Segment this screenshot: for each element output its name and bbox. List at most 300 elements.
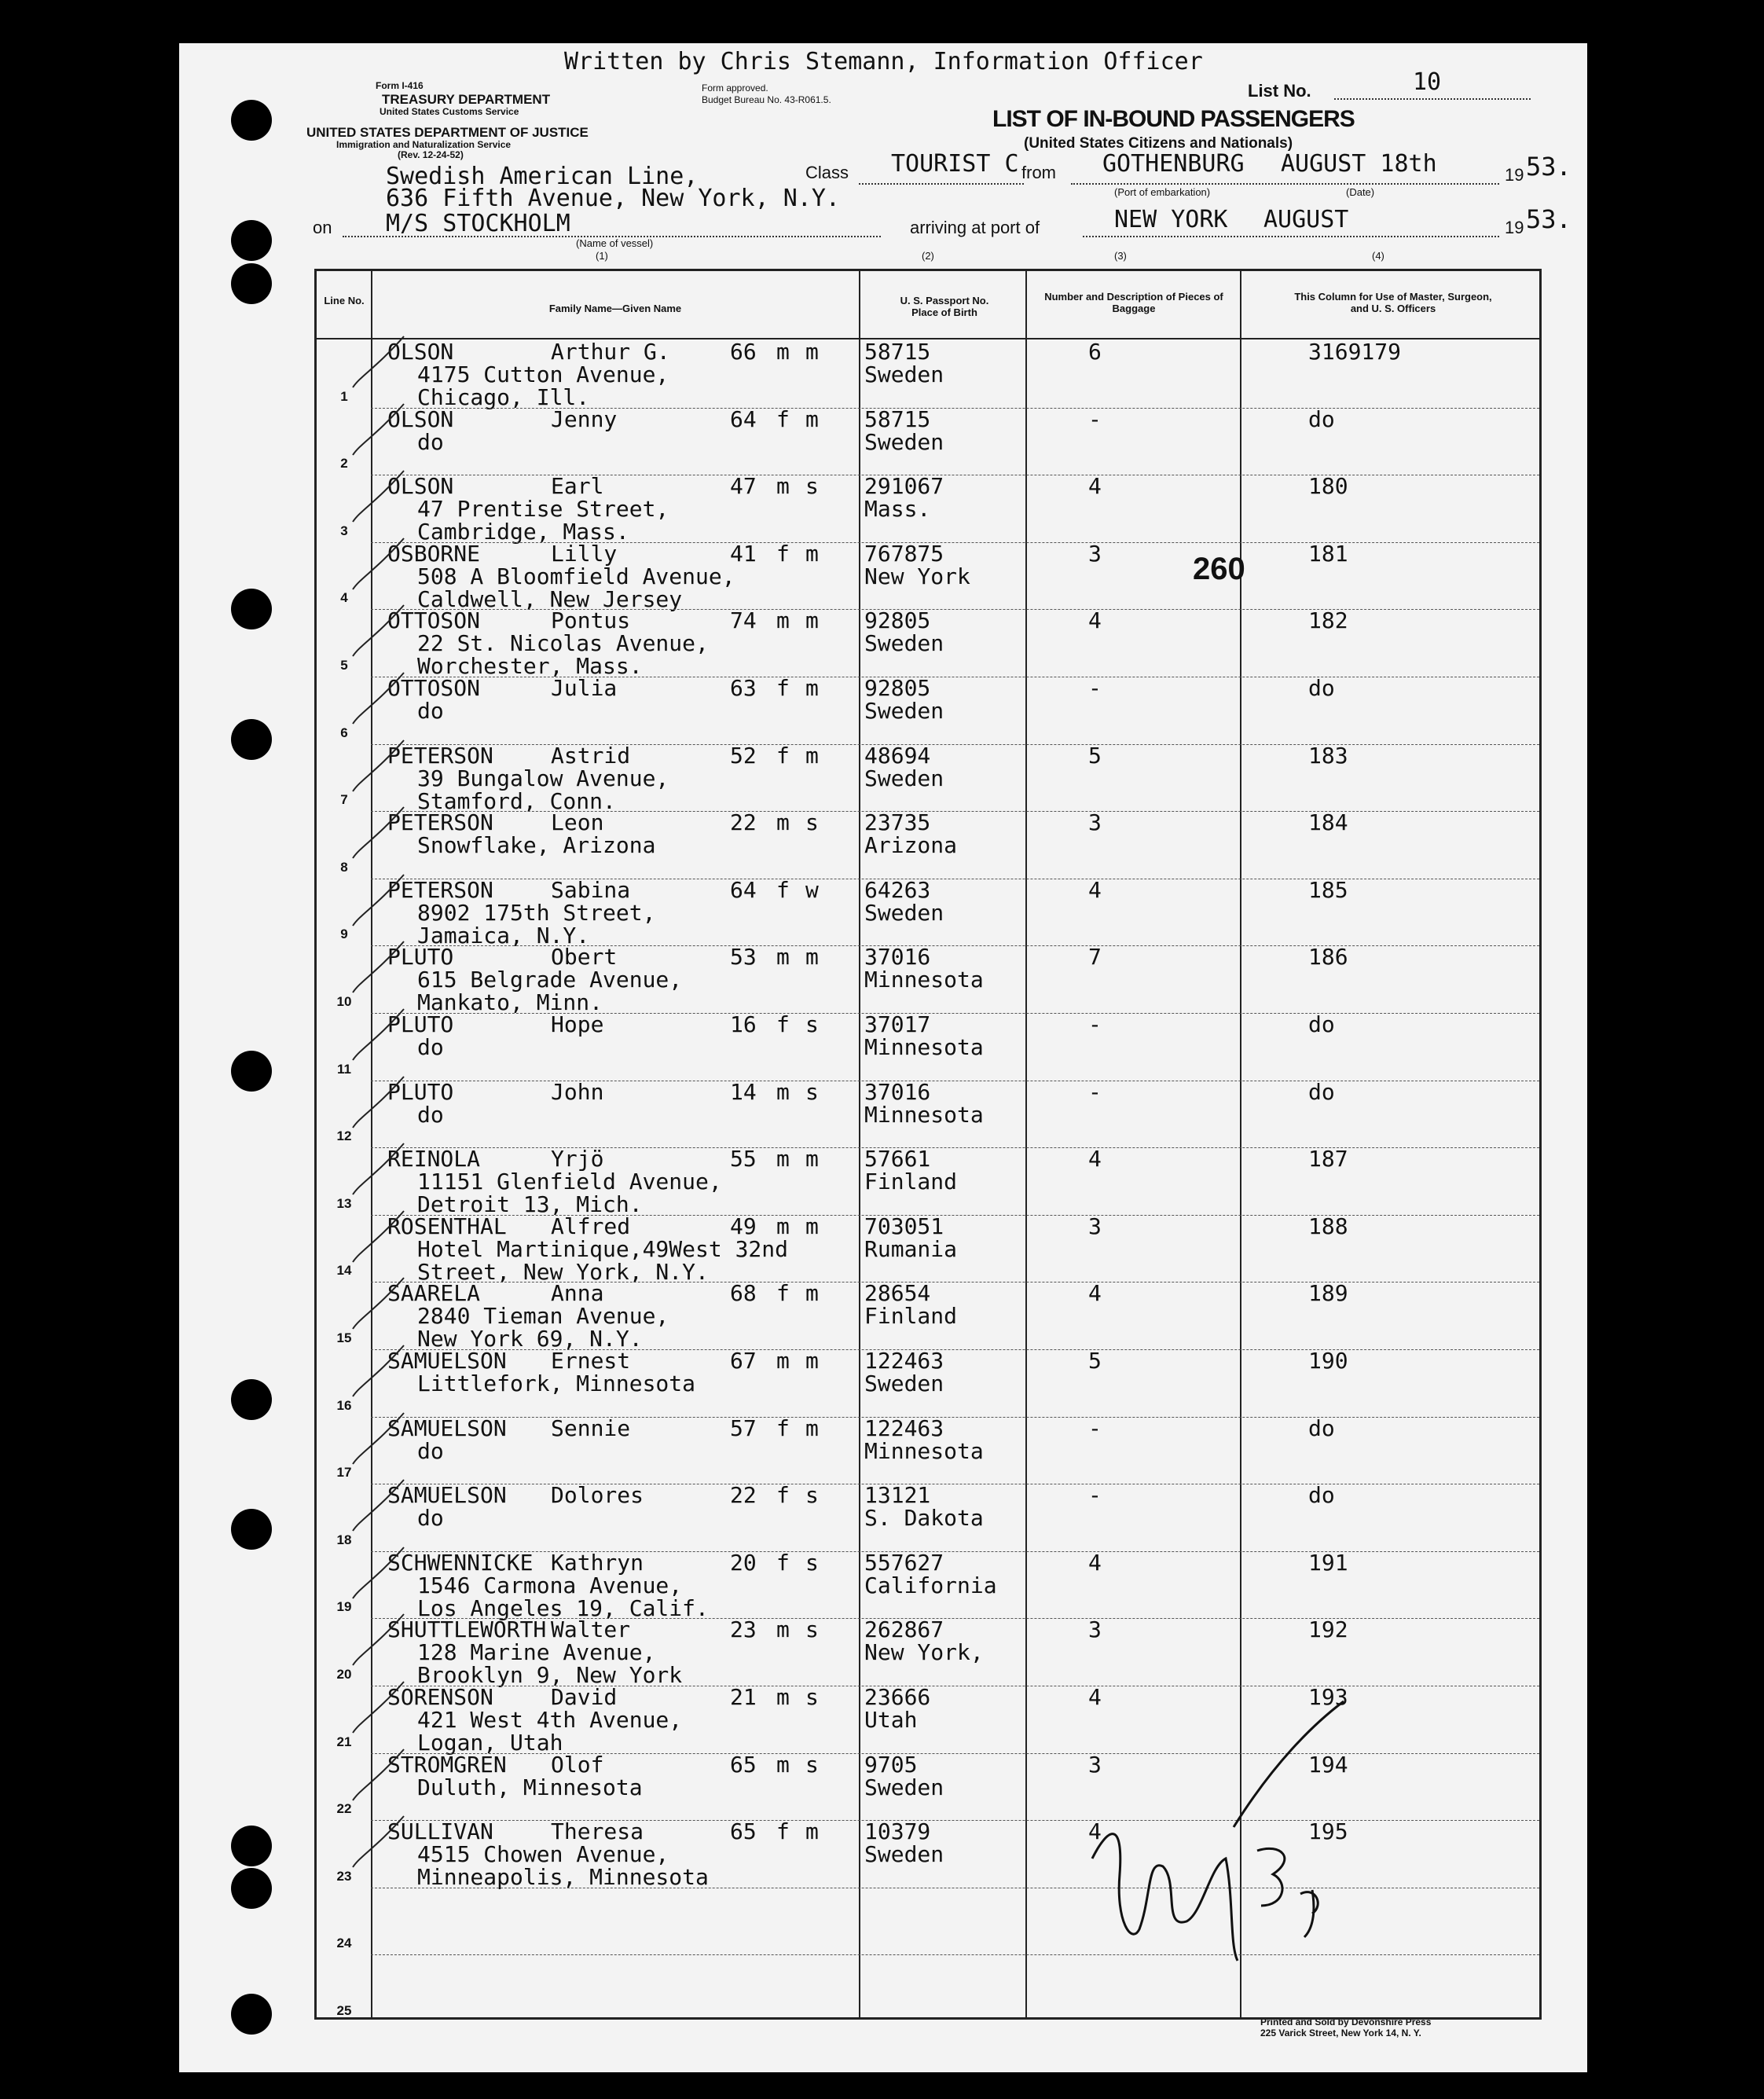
cell-sex: m bbox=[776, 1146, 790, 1172]
cell-family: SAARELA bbox=[387, 1280, 481, 1307]
cell-birth: Arizona bbox=[864, 832, 958, 859]
cell-family: PLUTO bbox=[387, 1011, 454, 1037]
cell-officer: 193 bbox=[1308, 1684, 1348, 1710]
cell-bags: 3 bbox=[1088, 1751, 1102, 1778]
check-mark bbox=[345, 332, 416, 403]
cell-ms: m bbox=[805, 540, 819, 567]
check-mark bbox=[345, 736, 416, 807]
cell-age: 14 bbox=[730, 1078, 757, 1105]
cell-sex: f bbox=[776, 540, 790, 567]
port-embarkation-label: (Port of embarkation) bbox=[1114, 186, 1211, 198]
cell-addr1: do bbox=[417, 1034, 444, 1060]
cell-family: SCHWENNICKE bbox=[387, 1549, 534, 1576]
cell-sex: f bbox=[776, 1011, 790, 1037]
cell-age: 65 bbox=[730, 1818, 757, 1845]
cell-age: 74 bbox=[730, 607, 757, 634]
embarkation-date: AUGUST 18th bbox=[1281, 150, 1437, 178]
binder-hole bbox=[231, 263, 272, 304]
cell-family: PETERSON bbox=[387, 876, 493, 903]
binder-hole bbox=[231, 100, 272, 141]
column-number-2: (2) bbox=[922, 250, 934, 262]
row-number: 22 bbox=[336, 1801, 352, 1817]
check-mark bbox=[345, 871, 416, 941]
cell-bags: 4 bbox=[1088, 1549, 1102, 1576]
row-number: 23 bbox=[336, 1868, 352, 1884]
cell-ms: m bbox=[805, 1348, 819, 1374]
cell-passport: 92805 bbox=[864, 675, 931, 701]
table-row bbox=[317, 1078, 1539, 1148]
cell-given: Kathryn bbox=[551, 1549, 644, 1576]
cell-given: Anna bbox=[551, 1280, 604, 1307]
binder-hole bbox=[231, 220, 272, 261]
arriving-label: arriving at port of bbox=[910, 218, 1040, 237]
cell-age: 57 bbox=[730, 1415, 757, 1441]
cell-addr1: 8902 175th Street, bbox=[417, 899, 656, 926]
cell-officer: 194 bbox=[1308, 1751, 1348, 1778]
table-row bbox=[317, 607, 1539, 680]
table-row bbox=[317, 1417, 1539, 1484]
row-number: 5 bbox=[340, 657, 348, 673]
cell-age: 67 bbox=[730, 1348, 757, 1374]
check-mark bbox=[345, 601, 416, 672]
cell-given: Alfred bbox=[551, 1213, 631, 1239]
cell-bags: 4 bbox=[1088, 1818, 1102, 1845]
check-mark bbox=[345, 938, 416, 1008]
row-number: 10 bbox=[336, 993, 352, 1009]
cell-addr1: 39 Bungalow Avenue, bbox=[417, 765, 669, 791]
table-row bbox=[317, 1280, 1539, 1352]
row-number: 19 bbox=[336, 1599, 352, 1615]
check-mark bbox=[345, 1341, 416, 1412]
cell-birth: Sweden bbox=[864, 1774, 944, 1800]
cell-family: PLUTO bbox=[387, 1078, 454, 1105]
cell-sex: m bbox=[776, 809, 790, 836]
table-row bbox=[317, 1484, 1539, 1551]
cell-bags: - bbox=[1088, 675, 1102, 701]
cell-passport: 23735 bbox=[864, 809, 931, 836]
shipping-line-name: Swedish American Line, bbox=[386, 163, 699, 190]
cell-passport: 28654 bbox=[864, 1280, 931, 1307]
binder-hole bbox=[231, 1051, 272, 1092]
cell-age: 64 bbox=[730, 405, 757, 432]
check-mark bbox=[345, 669, 416, 739]
cell-family: ROSENTHAL bbox=[387, 1213, 507, 1239]
cell-sex: m bbox=[776, 944, 790, 971]
cell-officer: 185 bbox=[1308, 876, 1348, 903]
date-label: (Date) bbox=[1346, 186, 1375, 198]
cell-addr1: do bbox=[417, 1437, 444, 1464]
cell-family: PETERSON bbox=[387, 742, 493, 769]
cell-birth: New York bbox=[864, 563, 970, 589]
cell-family: SHUTTLEWORTH bbox=[387, 1616, 547, 1643]
cell-addr2: Chicago, Ill. bbox=[417, 384, 590, 410]
row-number: 17 bbox=[336, 1465, 352, 1481]
cell-age: 21 bbox=[730, 1684, 757, 1710]
cell-addr1: 128 Marine Avenue, bbox=[417, 1639, 656, 1666]
cell-birth: Finland bbox=[864, 1169, 958, 1195]
cell-age: 55 bbox=[730, 1146, 757, 1172]
check-mark bbox=[345, 1409, 416, 1480]
cell-officer: do bbox=[1308, 1415, 1335, 1441]
handwritten-signature bbox=[1076, 1694, 1367, 1969]
table-row bbox=[317, 876, 1539, 949]
row-number: 14 bbox=[336, 1263, 352, 1279]
cell-family: REINOLA bbox=[387, 1146, 481, 1172]
form-title: LIST OF IN-BOUND PASSENGERS bbox=[992, 106, 1355, 132]
cell-ms: s bbox=[805, 1011, 819, 1037]
cell-bags: - bbox=[1088, 405, 1102, 432]
cell-given: Lilly bbox=[551, 540, 618, 567]
row-number: 25 bbox=[336, 2002, 352, 2018]
customs-label: United States Customs Service bbox=[380, 106, 519, 117]
cell-passport: 37016 bbox=[864, 944, 931, 971]
cell-sex: m bbox=[776, 1684, 790, 1710]
cell-officer: 3169179 bbox=[1308, 339, 1402, 365]
row-number: 7 bbox=[340, 792, 348, 808]
cell-passport: 291067 bbox=[864, 473, 944, 500]
cell-officer: do bbox=[1308, 1011, 1335, 1037]
cell-birth: Minnesota bbox=[864, 967, 984, 993]
cell-passport: 122463 bbox=[864, 1415, 944, 1441]
check-mark bbox=[345, 1610, 416, 1681]
form-subtitle: (United States Citizens and Nationals) bbox=[1024, 135, 1293, 152]
cell-sex: f bbox=[776, 1482, 790, 1509]
table-row bbox=[317, 944, 1539, 1016]
cell-family: OTTOSON bbox=[387, 675, 481, 701]
cell-age: 52 bbox=[730, 742, 757, 769]
cell-bags: 3 bbox=[1088, 540, 1102, 567]
cell-ms: m bbox=[805, 339, 819, 365]
table-row bbox=[317, 744, 1539, 812]
cell-age: 41 bbox=[730, 540, 757, 567]
cell-given: Earl bbox=[551, 473, 604, 500]
embarkation-year: 53. bbox=[1526, 152, 1571, 182]
cell-sex: m bbox=[776, 1751, 790, 1778]
cell-sex: f bbox=[776, 1415, 790, 1441]
written-by-line: Written by Chris Stemann, Information Officer bbox=[564, 48, 1203, 75]
cell-birth: Minnesota bbox=[864, 1101, 984, 1128]
check-mark bbox=[345, 1207, 416, 1278]
table-row bbox=[317, 1146, 1539, 1218]
cell-ms: s bbox=[805, 1482, 819, 1509]
cell-given: Ernest bbox=[551, 1348, 631, 1374]
header-passport: U. S. Passport No. Place of Birth bbox=[900, 295, 989, 318]
cell-addr1: 1546 Carmona Avenue, bbox=[417, 1572, 683, 1598]
cell-addr1: Duluth, Minnesota bbox=[417, 1774, 643, 1800]
cell-birth: Minnesota bbox=[864, 1437, 984, 1464]
cell-birth: Utah bbox=[864, 1707, 918, 1733]
check-mark bbox=[345, 1274, 416, 1345]
cell-family: SAMUELSON bbox=[387, 1348, 507, 1374]
cell-sex: m bbox=[776, 1078, 790, 1105]
cell-addr1: 22 St. Nicolas Avenue, bbox=[417, 630, 709, 657]
cell-passport: 58715 bbox=[864, 405, 931, 432]
cell-addr1: 11151 Glenfield Avenue, bbox=[417, 1169, 722, 1195]
cell-given: Obert bbox=[551, 944, 618, 971]
cell-officer: 186 bbox=[1308, 944, 1348, 971]
cell-bags: 5 bbox=[1088, 1348, 1102, 1374]
cell-bags: 4 bbox=[1088, 1684, 1102, 1710]
cell-bags: 4 bbox=[1088, 473, 1102, 500]
row-number: 6 bbox=[340, 725, 348, 740]
cell-bags: 7 bbox=[1088, 944, 1102, 971]
cell-addr2: Detroit 13, Mich. bbox=[417, 1191, 643, 1218]
cell-bags: - bbox=[1088, 1078, 1102, 1105]
cell-officer: 180 bbox=[1308, 473, 1348, 500]
cell-ms: m bbox=[805, 1415, 819, 1441]
cell-birth: S. Dakota bbox=[864, 1505, 984, 1532]
cell-addr2: Minneapolis, Minnesota bbox=[417, 1864, 709, 1891]
printer-name: Printed and Sold by Devonshire Press bbox=[1260, 2016, 1432, 2027]
cell-ms: m bbox=[805, 1213, 819, 1239]
cell-addr2: Caldwell, New Jersey bbox=[417, 585, 683, 612]
cell-addr2: Brooklyn 9, New York bbox=[417, 1662, 683, 1689]
cell-ms: m bbox=[805, 405, 819, 432]
cell-addr1: Hotel Martinique,49West 32nd bbox=[417, 1235, 789, 1262]
cell-age: 65 bbox=[730, 1751, 757, 1778]
on-label: on bbox=[313, 218, 332, 237]
row-number: 2 bbox=[340, 456, 348, 472]
cell-officer: 181 bbox=[1308, 540, 1348, 567]
cell-given: John bbox=[551, 1078, 604, 1105]
binder-hole bbox=[231, 1379, 272, 1420]
cell-ms: m bbox=[805, 742, 819, 769]
cell-sex: m bbox=[776, 339, 790, 365]
cell-age: 20 bbox=[730, 1549, 757, 1576]
check-mark bbox=[345, 534, 416, 605]
row-number: 4 bbox=[340, 590, 348, 606]
cell-given: Sennie bbox=[551, 1415, 631, 1441]
cell-birth: New York, bbox=[864, 1639, 984, 1666]
cell-passport: 10379 bbox=[864, 1818, 931, 1845]
cell-bags: 3 bbox=[1088, 1213, 1102, 1239]
cell-sex: m bbox=[776, 607, 790, 634]
cell-family: STROMGREN bbox=[387, 1751, 507, 1778]
cell-bags: 4 bbox=[1088, 1146, 1102, 1172]
table-row bbox=[317, 1551, 1539, 1619]
cell-bags: 4 bbox=[1088, 876, 1102, 903]
cell-birth: Sweden bbox=[864, 630, 944, 657]
cell-officer: 188 bbox=[1308, 1213, 1348, 1239]
cell-family: PLUTO bbox=[387, 944, 454, 971]
row-number: 20 bbox=[336, 1666, 352, 1682]
cell-ms: s bbox=[805, 473, 819, 500]
cell-family: OSBORNE bbox=[387, 540, 481, 567]
cell-given: David bbox=[551, 1684, 618, 1710]
column-number-4: (4) bbox=[1372, 250, 1384, 262]
cell-addr2: Jamaica, N.Y. bbox=[417, 922, 590, 949]
cell-addr2: Los Angeles 19, Calif. bbox=[417, 1594, 709, 1621]
cell-bags: - bbox=[1088, 1482, 1102, 1509]
cell-age: 22 bbox=[730, 809, 757, 836]
table-row bbox=[317, 340, 1539, 408]
cell-given: Julia bbox=[551, 675, 618, 701]
cell-bags: 4 bbox=[1088, 1280, 1102, 1307]
cell-family: OLSON bbox=[387, 405, 454, 432]
cell-officer: 182 bbox=[1308, 607, 1348, 634]
cell-given: Olof bbox=[551, 1751, 604, 1778]
cell-passport: 703051 bbox=[864, 1213, 944, 1239]
row-number: 18 bbox=[336, 1532, 352, 1547]
table-row bbox=[317, 677, 1539, 744]
cell-bags: - bbox=[1088, 1011, 1102, 1037]
budget-bureau: Budget Bureau No. 43-R061.5. bbox=[702, 94, 831, 105]
table-row bbox=[317, 542, 1539, 610]
cell-sex: m bbox=[776, 1348, 790, 1374]
check-mark bbox=[345, 1543, 416, 1614]
cell-given: Dolores bbox=[551, 1482, 644, 1509]
revision-label: (Rev. 12-24-52) bbox=[398, 149, 464, 160]
cell-passport: 58715 bbox=[864, 339, 931, 365]
cell-family: SAMUELSON bbox=[387, 1482, 507, 1509]
cell-ms: m bbox=[805, 944, 819, 971]
cell-addr2: Stamford, Conn. bbox=[417, 787, 616, 814]
cell-sex: f bbox=[776, 405, 790, 432]
cell-officer: do bbox=[1308, 1482, 1335, 1509]
table-row bbox=[317, 1215, 1539, 1283]
cell-birth: Sweden bbox=[864, 765, 944, 791]
form-approved: Form approved. bbox=[702, 83, 768, 94]
cell-ms: s bbox=[805, 1684, 819, 1710]
cell-addr1: 421 West 4th Avenue, bbox=[417, 1707, 683, 1733]
row-number: 24 bbox=[336, 1936, 352, 1951]
binder-hole bbox=[231, 719, 272, 760]
cell-addr2: Logan, Utah bbox=[417, 1730, 563, 1756]
form-number: Form I-416 bbox=[376, 80, 424, 91]
check-mark bbox=[345, 1005, 416, 1076]
check-mark bbox=[345, 1476, 416, 1547]
cell-bags: 4 bbox=[1088, 607, 1102, 634]
table-row bbox=[317, 1616, 1539, 1689]
cell-officer: 183 bbox=[1308, 742, 1348, 769]
cell-sex: f bbox=[776, 675, 790, 701]
cell-sex: m bbox=[776, 1616, 790, 1643]
row-number: 8 bbox=[340, 859, 348, 875]
cell-age: 53 bbox=[730, 944, 757, 971]
cell-passport: 767875 bbox=[864, 540, 944, 567]
table-row bbox=[317, 473, 1539, 545]
arrival-port: NEW YORK bbox=[1114, 206, 1228, 233]
cell-sex: f bbox=[776, 742, 790, 769]
row-number: 16 bbox=[336, 1397, 352, 1413]
list-no-label: List No. bbox=[1248, 81, 1311, 101]
treasury-label: TREASURY DEPARTMENT bbox=[382, 92, 551, 107]
check-mark bbox=[345, 1812, 416, 1883]
cell-ms: m bbox=[805, 1280, 819, 1307]
cell-family: SULLIVAN bbox=[387, 1818, 493, 1845]
cell-addr1: 2840 Tieman Avenue, bbox=[417, 1303, 669, 1330]
cell-addr1: 47 Prentise Street, bbox=[417, 496, 669, 523]
cell-age: 63 bbox=[730, 675, 757, 701]
binder-hole bbox=[231, 1509, 272, 1550]
cell-ms: s bbox=[805, 1549, 819, 1576]
cell-addr1: 615 Belgrade Avenue, bbox=[417, 967, 683, 993]
cell-age: 49 bbox=[730, 1213, 757, 1239]
cell-sex: f bbox=[776, 1818, 790, 1845]
cell-sex: m bbox=[776, 1213, 790, 1239]
cell-family: OLSON bbox=[387, 473, 454, 500]
cell-ms: s bbox=[805, 1751, 819, 1778]
cell-ms: s bbox=[805, 1078, 819, 1105]
header-line-no: Line No. bbox=[324, 295, 365, 306]
arrival-month: AUGUST bbox=[1263, 206, 1349, 233]
cell-passport: 9705 bbox=[864, 1751, 918, 1778]
binder-hole bbox=[231, 1994, 272, 2035]
printer-address: 225 Varick Street, New York 14, N. Y. bbox=[1260, 2027, 1421, 2038]
cell-sex: f bbox=[776, 1549, 790, 1576]
cell-addr1: Littlefork, Minnesota bbox=[417, 1371, 696, 1396]
check-mark bbox=[345, 1745, 416, 1816]
check-mark bbox=[345, 1139, 416, 1210]
row-number: 1 bbox=[340, 388, 348, 404]
row-number: 3 bbox=[340, 523, 348, 538]
table-row bbox=[317, 405, 1539, 475]
cell-passport: 92805 bbox=[864, 607, 931, 634]
cell-ms: m bbox=[805, 607, 819, 634]
cell-passport: 37016 bbox=[864, 1078, 931, 1105]
cell-addr2: Worchester, Mass. bbox=[417, 653, 643, 680]
cell-addr1: do bbox=[417, 698, 444, 724]
binder-hole bbox=[231, 589, 272, 629]
cell-passport: 48694 bbox=[864, 742, 931, 769]
row-number: 15 bbox=[336, 1330, 352, 1345]
cell-passport: 557627 bbox=[864, 1549, 944, 1576]
cell-bags: 6 bbox=[1088, 339, 1102, 365]
cell-sex: m bbox=[776, 473, 790, 500]
cell-given: Yrjö bbox=[551, 1146, 604, 1172]
cell-bags: 5 bbox=[1088, 742, 1102, 769]
class-label: Class bbox=[805, 163, 849, 182]
cell-birth: Sweden bbox=[864, 1371, 944, 1396]
row-number: 13 bbox=[336, 1195, 352, 1211]
cell-passport: 13121 bbox=[864, 1482, 931, 1509]
cell-family: PETERSON bbox=[387, 809, 493, 836]
cell-passport: 37017 bbox=[864, 1011, 931, 1037]
cell-birth: Mass. bbox=[864, 496, 931, 523]
cell-officer: do bbox=[1308, 1078, 1335, 1105]
cell-given: Hope bbox=[551, 1011, 604, 1037]
cell-ms: m bbox=[805, 675, 819, 701]
cell-officer: 184 bbox=[1308, 809, 1348, 836]
arrival-year: 53. bbox=[1526, 204, 1571, 234]
check-mark bbox=[345, 467, 416, 538]
cell-age: 47 bbox=[730, 473, 757, 500]
cell-family: SAMUELSON bbox=[387, 1415, 507, 1441]
cell-age: 64 bbox=[730, 876, 757, 903]
cell-officer: 195 bbox=[1308, 1818, 1348, 1845]
cell-family: OLSON bbox=[387, 339, 454, 365]
cell-passport: 23666 bbox=[864, 1684, 931, 1710]
cell-bags: 3 bbox=[1088, 809, 1102, 836]
justice-label: UNITED STATES DEPARTMENT OF JUSTICE bbox=[306, 125, 589, 140]
cell-birth: California bbox=[864, 1572, 997, 1598]
binder-hole bbox=[231, 1826, 272, 1866]
vessel-name: M/S STOCKHOLM bbox=[386, 210, 570, 237]
cell-passport: 57661 bbox=[864, 1146, 931, 1172]
cell-officer: 192 bbox=[1308, 1616, 1348, 1643]
cell-ms: m bbox=[805, 1818, 819, 1845]
shipping-line-address: 636 Fifth Avenue, New York, N.Y. bbox=[386, 185, 840, 212]
cell-given: Theresa bbox=[551, 1818, 644, 1845]
cell-age: 23 bbox=[730, 1616, 757, 1643]
check-mark bbox=[345, 400, 416, 471]
cell-officer: 187 bbox=[1308, 1146, 1348, 1172]
cell-ms: m bbox=[805, 1146, 819, 1172]
cell-passport: 122463 bbox=[864, 1348, 944, 1374]
table-row bbox=[317, 1013, 1539, 1081]
binder-hole bbox=[231, 1868, 272, 1909]
embarkation-port: GOTHENBURG bbox=[1102, 150, 1245, 178]
